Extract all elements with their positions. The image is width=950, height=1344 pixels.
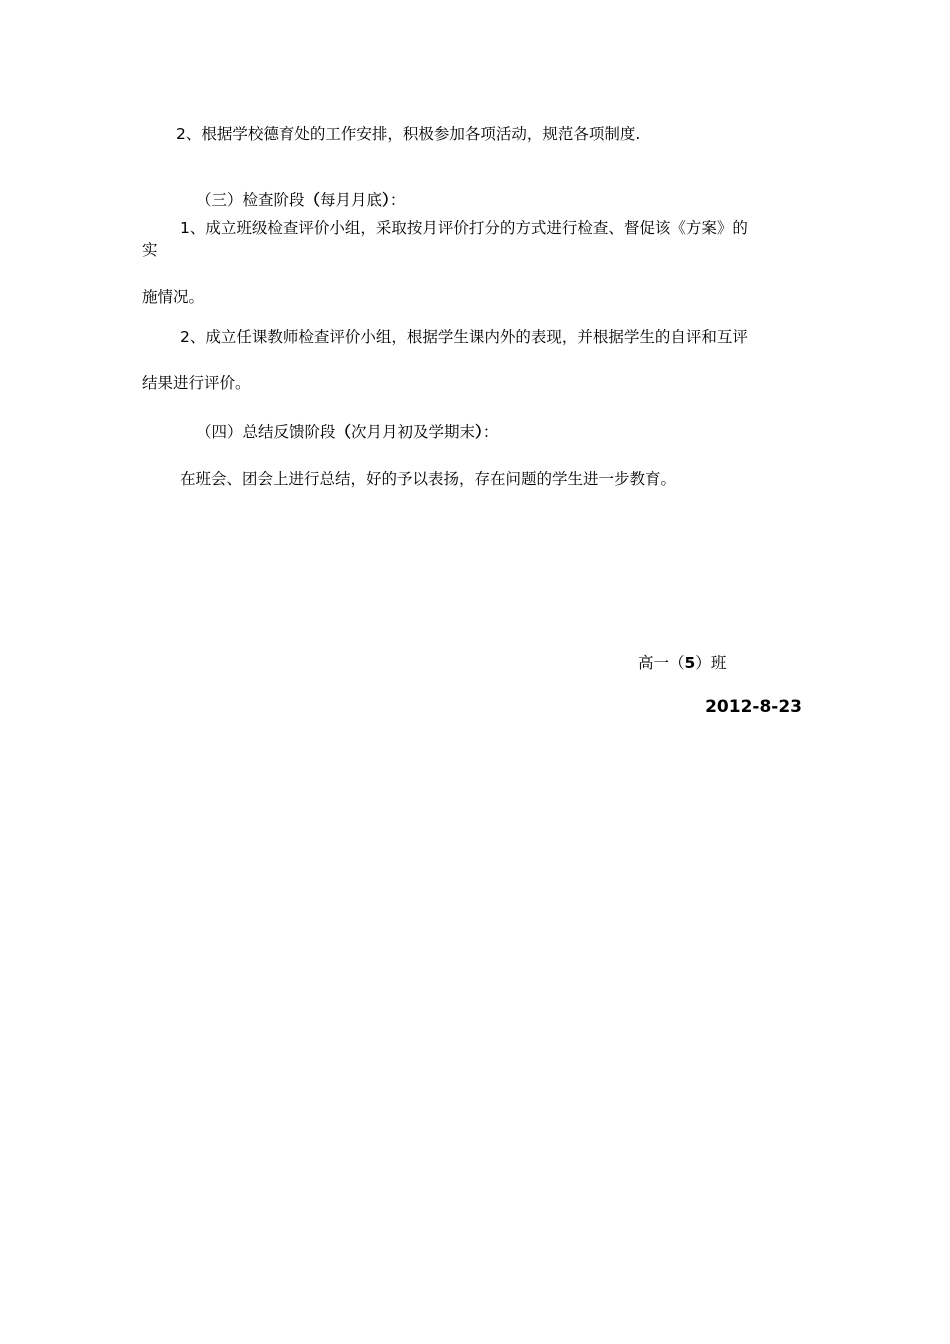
paren-open: （ <box>335 423 352 441</box>
section-heading-inspection <box>196 190 405 210</box>
signature-class <box>638 653 726 673</box>
paragraph-text: 、根据学校德育处的工作安排，积极参加各项活动，规范各项制度. <box>185 125 641 143</box>
paragraph-text: 实 <box>142 241 158 259</box>
signature-date-text: 2012-8-23 <box>705 697 802 717</box>
paragraph-teacher-inspection-line2 <box>142 373 251 393</box>
paren-open: （ <box>304 191 321 209</box>
signature-date <box>600 697 802 717</box>
paragraph-class-inspection-line2 <box>142 240 158 260</box>
paragraph-text: 、成立班级检查评价小组，采取按月评价打分的方式进行检查、督促该《方案》的 <box>189 219 748 237</box>
item-number: 2 <box>176 125 186 143</box>
paren-close: ） <box>475 423 483 441</box>
paragraph-text: 结果进行评价。 <box>142 374 251 392</box>
paragraph-summary <box>180 469 676 489</box>
paragraph-text: 施情况。 <box>142 288 205 306</box>
heading-prefix: （四）总结反馈阶段 <box>196 423 336 441</box>
item-number: 2 <box>180 328 190 346</box>
heading-colon: ： <box>482 423 499 441</box>
paragraph-class-inspection-line1 <box>180 218 802 238</box>
heading-paren-text: 次月月初及学期末 <box>351 423 476 441</box>
heading-colon: ： <box>389 191 406 209</box>
section-heading-summary <box>196 422 498 442</box>
paragraph-text: 、成立任课教师检查评价小组，根据学生课内外的表现，并根据学生的自评和互评 <box>189 328 748 346</box>
paragraph-school-arrangement <box>176 124 640 144</box>
paren-close: ） <box>382 191 390 209</box>
signature-class-prefix: 高一（ <box>638 654 685 672</box>
paragraph-teacher-inspection-line1 <box>180 327 804 347</box>
signature-class-number: 5 <box>684 654 696 672</box>
heading-prefix: （三）检查阶段 <box>196 191 305 209</box>
paragraph-class-inspection-line3 <box>142 287 204 307</box>
paragraph-text: 在班会、团会上进行总结，好的予以表扬，存在问题的学生进一步教育。 <box>180 470 677 488</box>
item-number: 1 <box>180 219 190 237</box>
signature-class-suffix: ）班 <box>695 654 727 672</box>
heading-paren-text: 每月月底 <box>320 191 383 209</box>
